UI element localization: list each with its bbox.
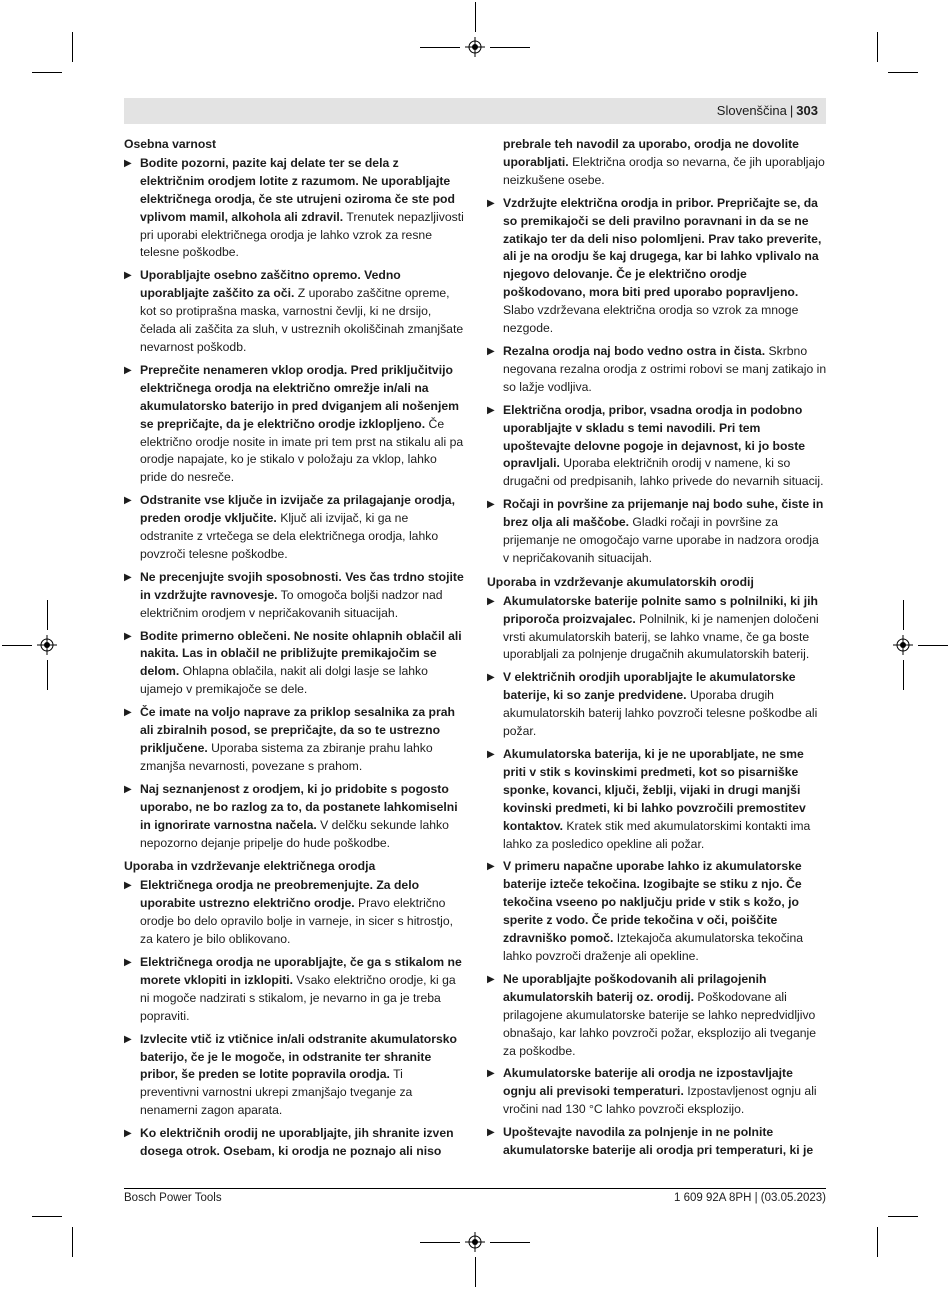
- crop-mark: [2, 645, 32, 646]
- list-item: ▶ Akumulatorske baterije polnite samo s polnilniki, ki jih priporoča proizvajalec. Polnilnik, ki je namenjen določeni vrsti akumulatorskih baterij, se lahko vname, če ga boste uporabljali za polnjenje drugačnih akumulatorskih baterij.: [487, 593, 819, 662]
- bullet-triangle-icon: ▶: [487, 345, 495, 357]
- crop-mark: [420, 47, 460, 48]
- list-item: ▶ Naj seznanjenost z orodjem, ki jo pridobite s pogosto uporabo, ne bo razlog za to, da postanete lahkomiselni in ignorirate varnostna načela. V delčku sekunde lahko nepozorno dejanje pripelje do hude poškodbe.: [124, 781, 458, 850]
- list-item: ▶ V primeru napačne uporabe lahko iz akumulatorske baterije izteče tekočina. Izogibajte se stiku z njo. Če tekočina vseeno po naključju pride v stik s kožo, jo sperite z vodo. Če pride tekočina v oči, poiščite zdravniško pomoč. Iztekajoča akumulatorska tekočina lahko povzroči draženje ali opekline.: [487, 859, 804, 963]
- list-item: ▶ Izvlecite vtič iz vtičnice in/ali odstranite akumulatorsko baterijo, če je le mogoče, in odstranite ter shranite pribor, še preden se lotite popravila orodja. Ti preventivni varnostni ukrepi zmanjšajo tveganje za nenamerni zagon aparata.: [124, 1031, 457, 1118]
- list-item: ▶ Akumulatorska baterija, ki je ne uporabljate, ne sme priti v stik s kovinskimi predmeti, kot so pisarniške sponke, kovanci, ključi, žeblji, vijaki in drugi manjši kovinski predmeti, ki bi lahko povzročili premostitev kontaktov. Kratek stik med akumulatorskimi kontakti ima lahko za posledico opekline ali požar.: [487, 747, 811, 851]
- list-item: ▶ Vzdržujte električna orodja in pribor. Prepričajte se, da so premikajoči se deli pravilno poravnani in da se ne zatikajo ter da deli niso polomljeni. Prav tako preverite, ali je na orodju še kaj drugega, kar bi lahko vplivalo na njegovo delovanje. Če je električno orodje poškodovano, mora biti pred uporabo popravljeno. Slabo vzdrževana električna orodja so vzrok za mnoge nezgode.: [487, 195, 822, 336]
- list-item-continuation: prebrale teh navodil za uporabo, orodja ne dovolite uporabljati. Električna orodja so nevarna, če jih uporabljajo neizkušene osebe.: [503, 137, 825, 187]
- list-item: ▶ Bodite pozorni, pazite kaj delate ter se dela z električnim orodjem lotite z razumom. Ne uporabljajte električnega orodja, če ste utrujeni oziroma če ste pod vplivom mamil, alkohola ali zdravil. Trenutek nepazljivosti pri uporabi električnega orodja je lahko vzrok za resne telesne poškodbe.: [124, 155, 464, 260]
- crop-mark: [475, 2, 476, 32]
- bullet-triangle-icon: ▶: [124, 1128, 132, 1140]
- bullet-triangle-icon: ▶: [487, 499, 495, 511]
- list-item: ▶ Ročaji in površine za prijemanje naj bodo suhe, čiste in brez olja ali maščobe. Gladki ročaji in površine za prijemanje ne omogočajo varne uporabe in nadzora orodja v nepričakovanih situacijah.: [487, 497, 824, 565]
- bullet-triangle-icon: ▶: [124, 630, 132, 642]
- right-column: [487, 136, 827, 1165]
- registration-mark-icon: [37, 635, 57, 655]
- registration-mark-icon: [465, 1232, 485, 1252]
- registration-mark-icon: [893, 635, 913, 655]
- crop-mark: [490, 47, 530, 48]
- crop-mark: [490, 1242, 530, 1243]
- section-heading: Osebna varnost: [124, 137, 217, 151]
- bullet-triangle-icon: ▶: [124, 1033, 132, 1045]
- crop-mark: [475, 1257, 476, 1287]
- list-item: ▶ V električnih orodjih uporabljajte le akumulatorske baterije, ki so zanje predvidene. Uporaba drugih akumulatorskih baterij lahko povzroči telesne poškodbe ali požar.: [487, 670, 818, 739]
- bullet-triangle-icon: ▶: [487, 749, 495, 760]
- crop-mark: [32, 1216, 62, 1217]
- crop-mark: [72, 1227, 73, 1257]
- bullet-triangle-icon: ▶: [124, 571, 132, 583]
- bullet-triangle-icon: ▶: [124, 880, 132, 892]
- list-item: ▶ Uporabljajte osebno zaščitno opremo. Vedno uporabljajte zaščito za oči. Z uporabo zaščitne opreme, kot so protiprašna maska, varnostni čevlji, ki ne drsijo, čelada ali zaščita za sluh, v ustreznih okoliščinah zmanjšate nevarnost poškodb.: [124, 268, 464, 354]
- registration-mark-icon: [465, 37, 485, 57]
- list-item: ▶ Električnega orodja ne uporabljajte, če ga s stikalom ne morete vklopiti in izklopiti. Vsako električno orodje, ki ga ni mogoče nadzirati s stikalom, je nevarno in ga je treba popraviti.: [124, 954, 462, 1023]
- crop-mark: [903, 600, 904, 630]
- list-item: ▶ Bodite primerno oblečeni. Ne nosite ohlapnih oblačil ali nakita. Las in oblačil ne približujte premikajočim se delom. Ohlapna oblačila, nakit ali dolgi lasje se lahko ujamejo v premikajoče se dele.: [124, 628, 462, 697]
- page-number: 303: [796, 103, 818, 118]
- bullet-triangle-icon: ▶: [124, 783, 132, 795]
- bullet-triangle-icon: ▶: [124, 495, 132, 507]
- crop-mark: [903, 660, 904, 690]
- crop-mark: [888, 72, 918, 73]
- bullet-triangle-icon: ▶: [124, 157, 132, 169]
- list-item: ▶ Odstranite vse ključe in izvijače za prilagajanje orodja, preden orodje vključite. Ključ ali izvijač, ki ga ne odstranite z vrtečega se dela električnega orodja, lahko povzroči telesne poškodbe.: [124, 493, 455, 561]
- list-item: ▶ Električnega orodja ne preobremenjujte. Za delo uporabite ustrezno električno orodje. Pravo električno orodje bo delo opravilo bolje in varneje, in sicer s hitrostjo, za katero je bilo oblikovano.: [124, 878, 453, 947]
- bullet-triangle-icon: ▶: [124, 956, 132, 968]
- section-heading: Uporaba in vzdrževanje električnega orodja: [124, 859, 376, 874]
- header-text: [717, 103, 818, 119]
- list-item: ▶ Ko električnih orodij ne uporabljajte, jih shranite izven dosega otrok. Osebam, ki orodja ne poznajo ali niso: [124, 1126, 454, 1159]
- footer-document-id: 1 609 92A 8PH | (03.05.2023): [674, 1192, 826, 1204]
- header-language: Slovenščina: [716, 103, 787, 118]
- bullet-triangle-icon: ▶: [487, 1068, 495, 1080]
- bullet-triangle-icon: ▶: [487, 595, 495, 607]
- crop-mark: [420, 1242, 460, 1243]
- list-item: ▶ Akumulatorske baterije ali orodja ne izpostavljajte ognju ali previsoki temperaturi. Izpostavljenost ognju ali vročini nad 130 °C lahko povzroči eksplozijo.: [487, 1066, 817, 1117]
- crop-mark: [72, 32, 73, 62]
- bullet-triangle-icon: ▶: [487, 861, 495, 873]
- list-item: ▶ Ne uporabljajte poškodovanih ali prilagojenih akumulatorskih baterij oz. orodij. Poškodovane ali prilagojene akumulatorske baterije se lahko nepredvidljivo obnašajo, kar lahko povzroči požar, eksplozijo ali tveganje za poškodbe.: [487, 971, 816, 1058]
- crop-mark: [47, 660, 48, 690]
- footer-brand: Bosch Power Tools: [124, 1192, 222, 1204]
- crop-mark: [918, 645, 948, 646]
- crop-mark: [888, 1216, 918, 1217]
- bullet-triangle-icon: ▶: [487, 197, 495, 209]
- bullet-triangle-icon: ▶: [124, 364, 132, 376]
- footer-divider: [124, 1188, 826, 1189]
- crop-mark: [32, 72, 62, 73]
- bullet-triangle-icon: ▶: [124, 707, 132, 719]
- left-column: [124, 136, 464, 1166]
- header-separator: |: [789, 103, 794, 118]
- crop-mark: [47, 600, 48, 630]
- bullet-triangle-icon: ▶: [487, 404, 495, 416]
- bullet-triangle-icon: ▶: [487, 1127, 495, 1139]
- bullet-triangle-icon: ▶: [487, 973, 495, 985]
- bullet-triangle-icon: ▶: [487, 672, 495, 684]
- list-item: ▶ Rezalna orodja naj bodo vedno ostra in čista. Skrbno negovana rezalna orodja z ostrimi robovi se manj zatikajo in so lažje vodljiva.: [487, 343, 827, 394]
- list-item: ▶ Preprečite nenameren vklop orodja. Pred priključitvijo električnega orodja na električno omrežje in/ali na akumulatorsko baterijo in pred dviganjem ali nošenjem se prepričajte, da je električno orodje izklopljeno. Če električno orodje nosite in imate pri tem prst na stikalu ali pa orodje napajate, ko je stikalo v položaju za vklop, lahko pride do nesreče.: [124, 362, 464, 485]
- list-item: ▶ Če imate na voljo naprave za priklop sesalnika za prah ali zbiralnih posod, se prepričajte, da so te ustrezno priključene. Uporaba sistema za zbiranje prahu lahko zmanjša nevarnosti, povezane s prahom.: [124, 705, 455, 773]
- section-heading: Uporaba in vzdrževanje akumulatorskih orodij: [487, 574, 754, 589]
- list-item: ▶ Ne precenjujte svojih sposobnosti. Ves čas trdno stojite in vzdržujte ravnovesje. To omogoča boljši nadzor nad električnim orodjem v nepričakovanih situacijah.: [124, 569, 464, 620]
- list-item: ▶ Električna orodja, pribor, vsadna orodja in podobno uporabljajte v skladu s temi navodili. Pri tem upoštevajte delovne pogoje in dejavnost, ki jo boste opravljali. Uporaba električnih orodij v namene, ki so drugačni od predpisanih, lahko privede do nevarnih situacij.: [487, 402, 824, 489]
- list-item: ▶ Upoštevajte navodila za polnjenje in ne polnite akumulatorske baterije ali orodja pri temperaturi, ki je: [487, 1125, 814, 1158]
- crop-mark: [877, 1227, 878, 1257]
- crop-mark: [877, 32, 878, 62]
- page-header: [124, 98, 826, 124]
- bullet-triangle-icon: ▶: [124, 270, 132, 282]
